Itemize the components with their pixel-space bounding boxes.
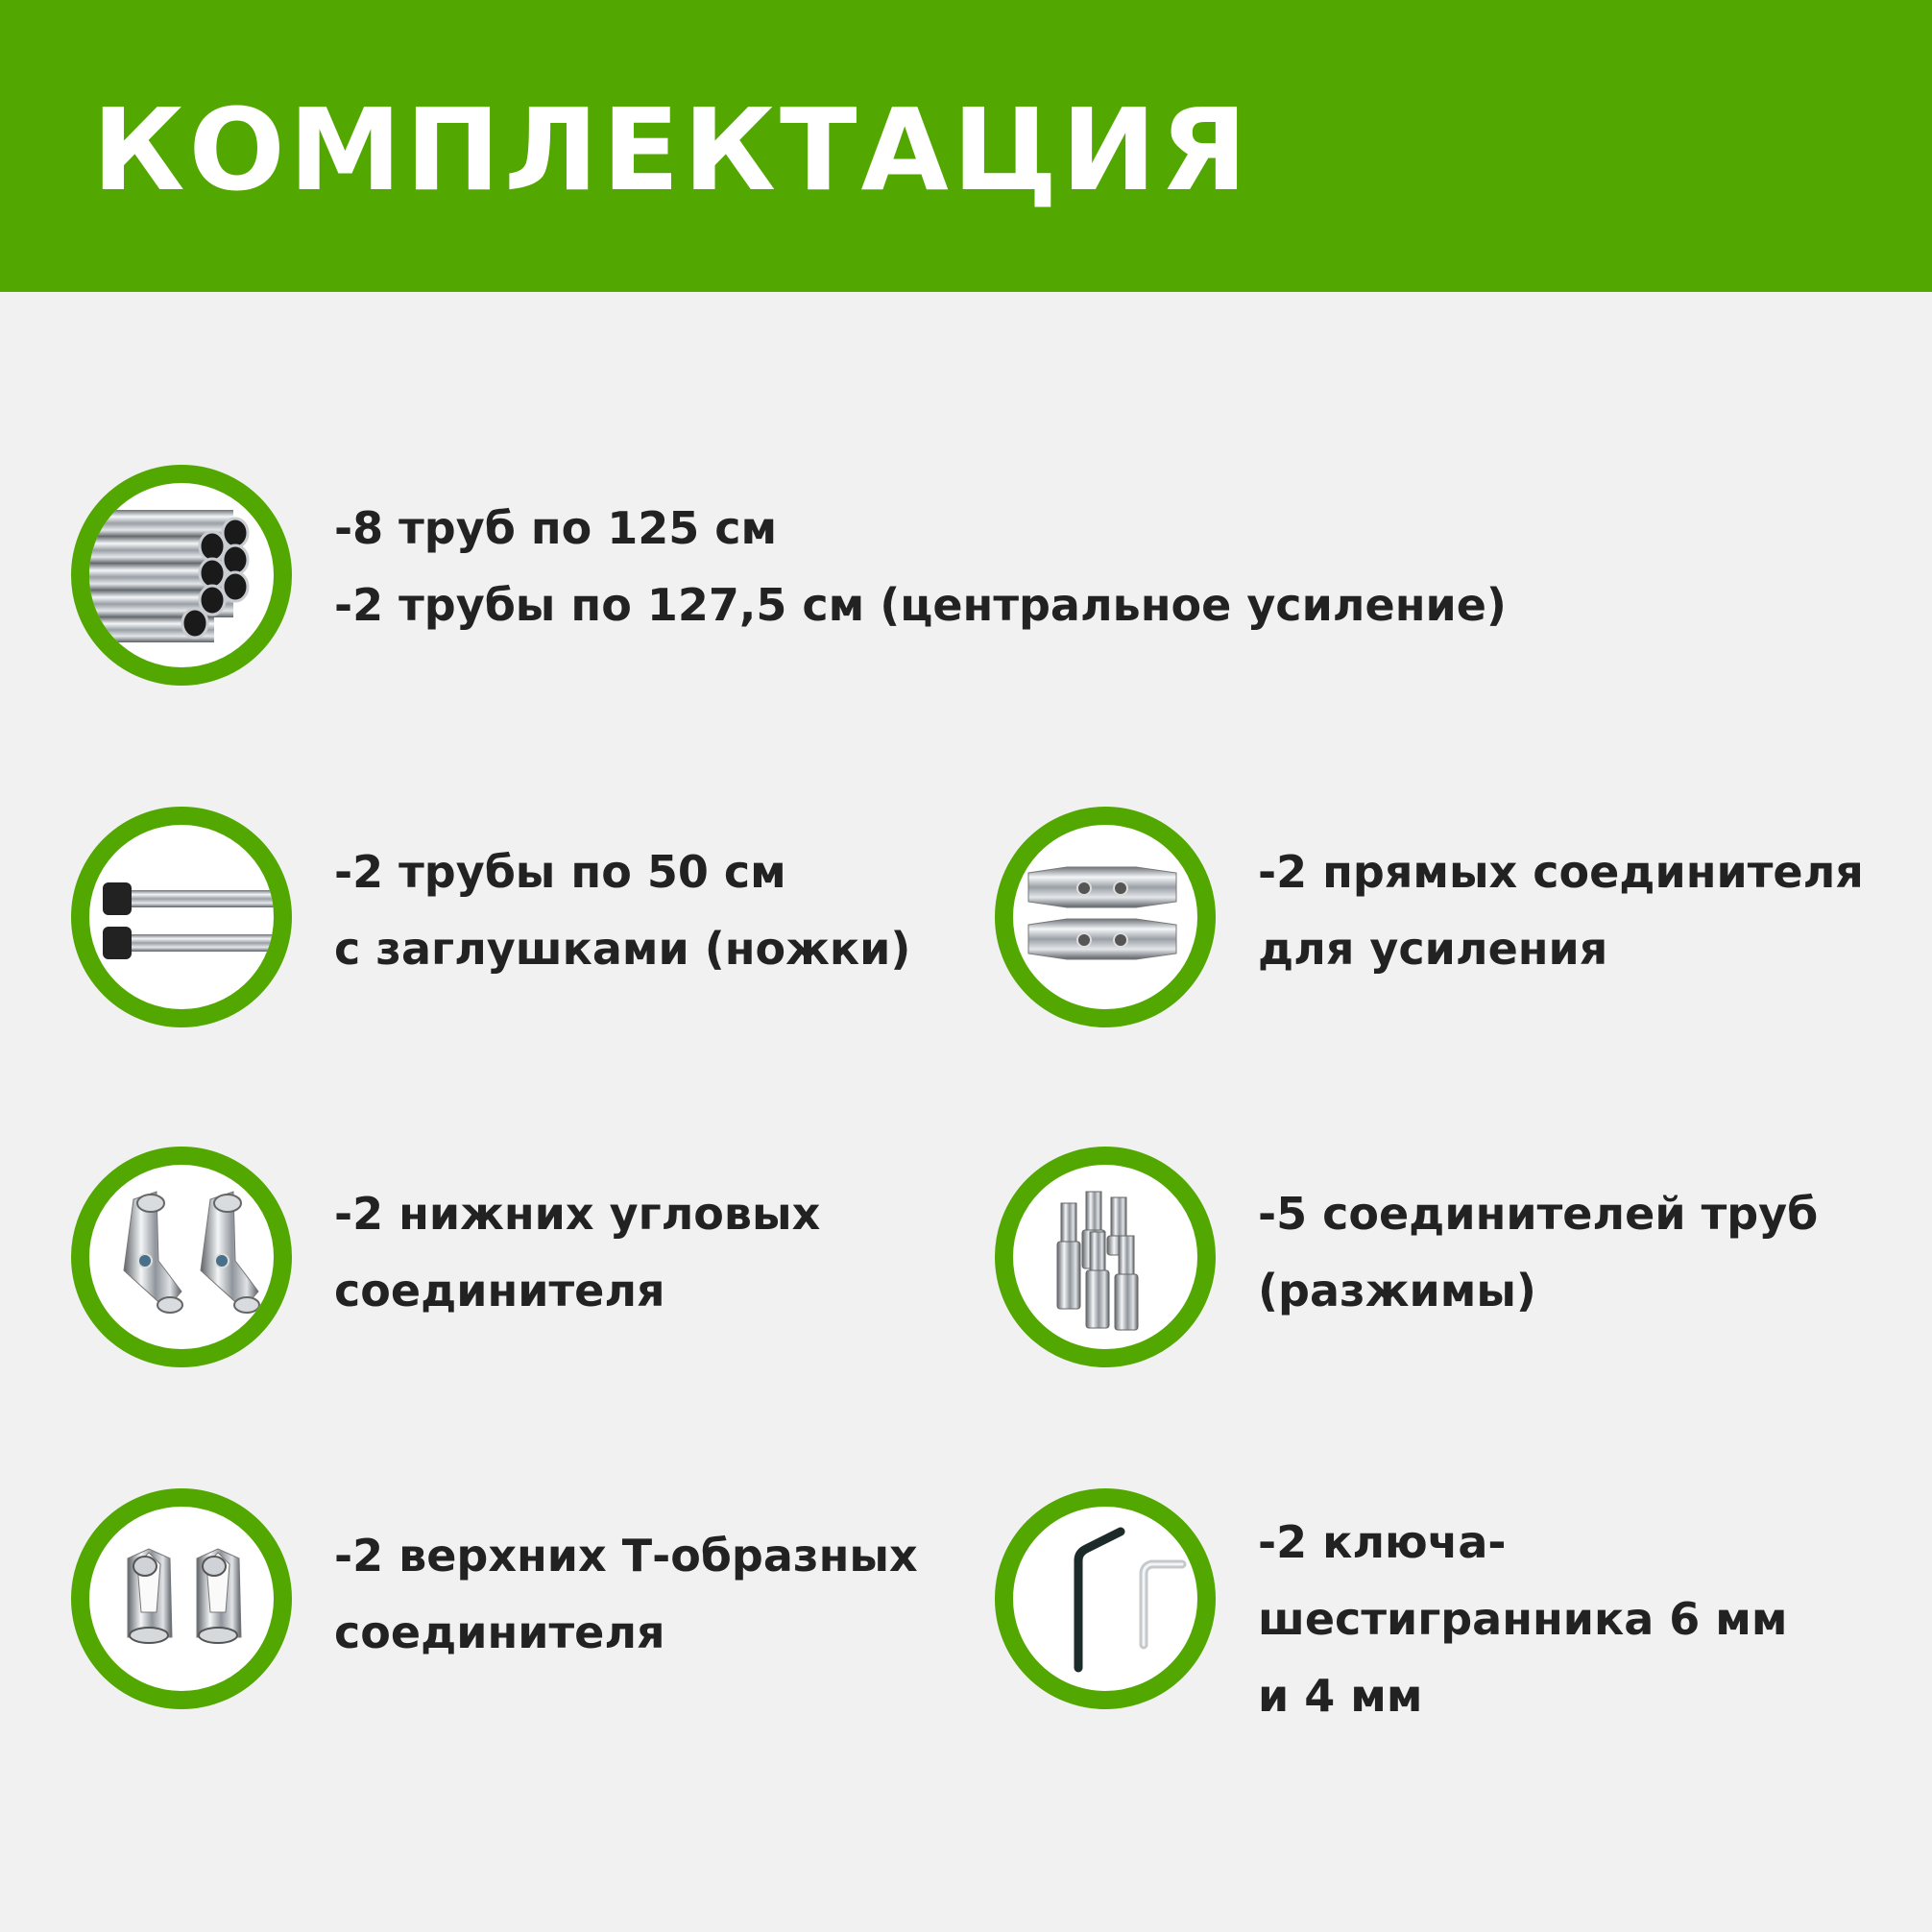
item-line: -2 ключа- <box>1258 1516 1507 1568</box>
item-line: -8 труб по 125 см <box>334 502 778 554</box>
item-line: -2 нижних угловых <box>334 1188 821 1240</box>
item-line: -2 трубы по 50 см <box>334 846 786 898</box>
pipe-coupler-icon <box>995 1147 1216 1367</box>
pipes-bundle-icon <box>71 465 292 686</box>
item-line: соединителя <box>334 1606 665 1658</box>
item-line: -2 прямых соединителя <box>1258 846 1864 898</box>
t-connector-icon <box>71 1488 292 1709</box>
item-line: -2 верхних Т-образных <box>334 1530 918 1582</box>
item-line: -5 соединителей труб <box>1258 1188 1819 1240</box>
item-line: -2 трубы по 127,5 см (центральное усиление) <box>334 579 1507 631</box>
item-line: для усиления <box>1258 923 1608 975</box>
hex-key-icon <box>995 1488 1216 1709</box>
corner-connector-icon <box>71 1147 292 1367</box>
item-line: соединителя <box>334 1265 665 1316</box>
item-line: шестигранника 6 мм <box>1258 1593 1788 1645</box>
page-title: КОМПЛЕКТАЦИЯ <box>92 84 1251 216</box>
item-line: и 4 мм <box>1258 1670 1423 1722</box>
item-line: с заглушками (ножки) <box>334 923 911 975</box>
header-banner <box>0 0 1932 292</box>
straight-connector-icon <box>995 807 1216 1027</box>
leg-tubes-icon <box>71 807 292 1027</box>
item-line: (разжимы) <box>1258 1265 1536 1316</box>
